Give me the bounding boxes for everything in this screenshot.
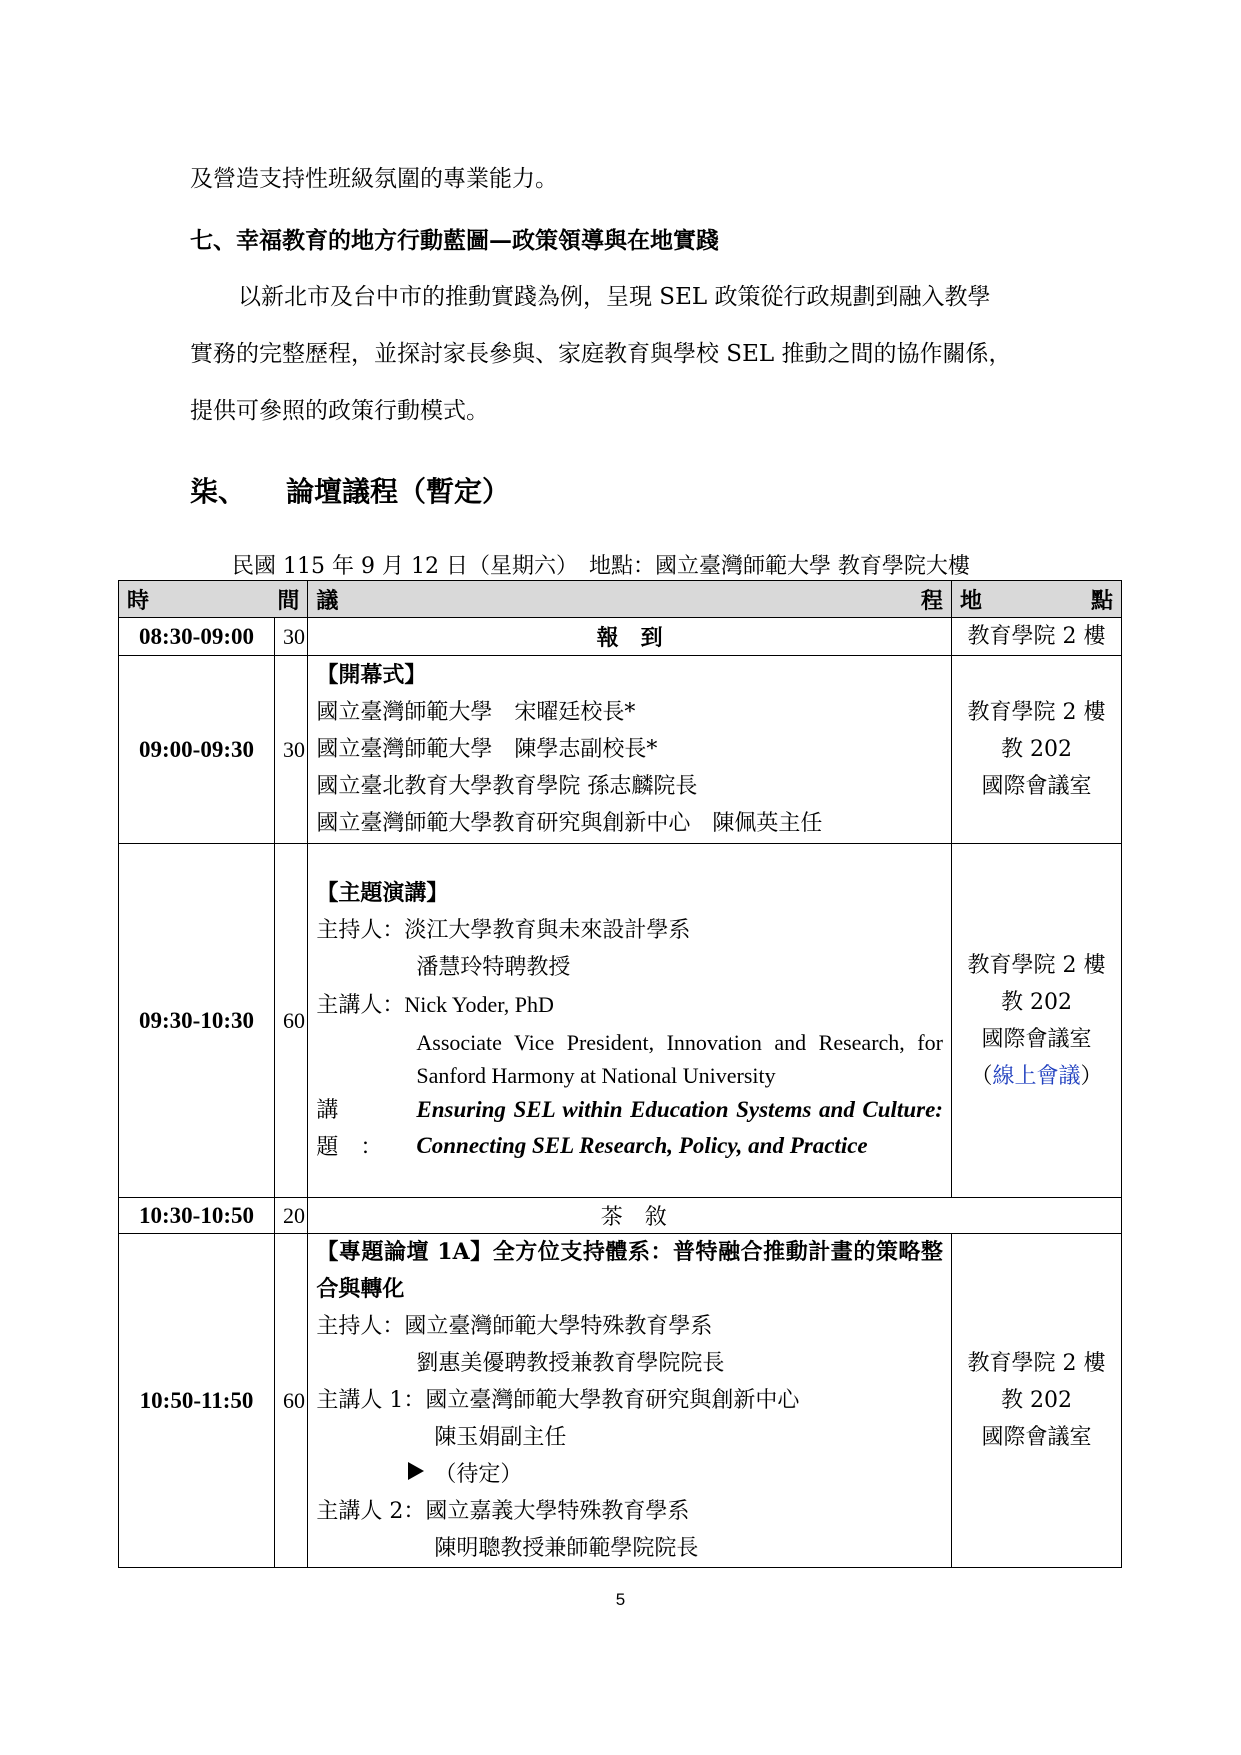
row-title: 報 到 [308, 618, 952, 656]
place-line: 教 202 [1000, 989, 1072, 1015]
row-place [951, 656, 1121, 844]
list-item: 國立臺北教育大學教育學院 孫志麟院長 [316, 774, 698, 799]
row-minutes: 20 [275, 1198, 308, 1234]
row-place [951, 1234, 1121, 1568]
table-row [119, 844, 1122, 1198]
place-line: 國際會議室 [981, 1026, 1092, 1052]
pending-line [316, 1456, 943, 1493]
speaker-name: 陳明聰教授兼師範學院院長 [434, 1536, 699, 1561]
header-program [308, 581, 952, 618]
row-title: 【專題論壇 1A】全方位支持體系：普特融合推動計畫的策略整合與轉化 [316, 1239, 943, 1302]
host-line [316, 912, 943, 949]
header-time-b: 間 [277, 587, 300, 614]
section-heading [190, 470, 510, 510]
row-program [308, 1234, 952, 1568]
speaker-affiliation: 國立臺灣師範大學教育研究與創新中心 [425, 1388, 800, 1413]
agenda-table [118, 580, 1122, 1568]
paragraph-line-3: 提供可參照的政策行動模式。 [190, 398, 489, 424]
speaker-name: Nick Yoder, PhD [404, 992, 554, 1017]
host-line [316, 1308, 943, 1345]
pending-text: （待定） [434, 1462, 523, 1487]
host-affiliation: 國立臺灣師範大學特殊教育學系 [404, 1314, 713, 1339]
place-line: 國際會議室 [981, 1425, 1092, 1450]
place-line: 教育學院 2 樓 [967, 952, 1106, 978]
table-row [119, 1234, 1122, 1568]
table-header-row [119, 581, 1122, 618]
page-number: 5 [615, 1590, 626, 1609]
header-place-b: 點 [1090, 587, 1113, 614]
header-time [119, 581, 308, 618]
play-triangle-icon [408, 1455, 424, 1492]
row-minutes: 60 [275, 844, 308, 1198]
paragraph-line-1: 以新北市及台中市的推動實踐為例，呈現 SEL 政策從行政規劃到融入教學 [238, 284, 991, 310]
online-note [960, 1058, 1113, 1095]
host-label: 主持人： [316, 918, 405, 943]
table-row [119, 656, 1122, 844]
speaker-label: 主講人 2： [316, 1499, 426, 1524]
header-program-a: 議 [316, 587, 339, 614]
table-row [119, 1198, 1122, 1234]
header-program-b: 程 [920, 587, 943, 614]
row-place [951, 844, 1121, 1198]
intro-line-1: 及營造支持性班級氛圍的專業能力。 [190, 166, 558, 192]
speaker-line [316, 1493, 943, 1530]
row-time: 10:50-11:50 [119, 1234, 275, 1568]
place-line: 教育學院 2 樓 [967, 700, 1106, 725]
online-meeting-link[interactable]: 線上會議 [992, 1063, 1081, 1089]
paragraph-line-2: 實務的完整歷程，並探討家長參與、家庭教育與學校 SEL 推動之間的協作關係， [190, 341, 1012, 367]
topic-line [316, 1092, 943, 1166]
place-line: 國際會議室 [981, 774, 1092, 799]
row-place: 教育學院 2 樓 [951, 618, 1121, 656]
row-program [308, 844, 952, 1198]
schedule-info: 民國 115 年 9 月 12 日（星期六） 地點：國立臺灣師範大學 教育學院大樓 [232, 554, 970, 579]
list-item: 國立臺灣師範大學教育研究與創新中心 陳佩英主任 [316, 811, 823, 836]
row-time: 10:30-10:50 [119, 1198, 275, 1234]
row-minutes: 30 [275, 656, 308, 844]
speaker-line [316, 986, 943, 1024]
place-line: 教 202 [1000, 737, 1072, 762]
row-time: 08:30-09:00 [119, 618, 275, 656]
speaker-affiliation: 國立嘉義大學特殊教育學系 [425, 1499, 690, 1524]
row-program [308, 656, 952, 844]
speaker-label: 主講人： [316, 993, 405, 1018]
online-open-paren: （ [970, 1063, 993, 1089]
host-label: 主持人： [316, 1314, 405, 1339]
row-minutes: 30 [275, 618, 308, 656]
online-close-paren: ） [1080, 1063, 1103, 1089]
list-item: 國立臺灣師範大學 宋曜廷校長* [316, 700, 636, 725]
speaker-label: 主講人 1： [316, 1388, 426, 1413]
header-time-a: 時 [127, 587, 150, 614]
host-name: 劉惠美優聘教授兼教育學院院長 [416, 1351, 725, 1376]
row-title: 【主題演講】 [316, 880, 449, 906]
section-title: 論壇議程（暫定） [286, 475, 511, 508]
header-place-a: 地 [959, 587, 982, 614]
row-time: 09:30-10:30 [119, 844, 275, 1198]
table-row [119, 618, 1122, 656]
section-number: 柒、 [190, 475, 247, 508]
heading-section-7: 七、幸福教育的地方行動藍圖—政策領導與在地實踐 [190, 227, 719, 254]
topic-label: 講 題 ： [316, 1098, 383, 1160]
place-line: 教 202 [1000, 1388, 1072, 1413]
header-place [951, 581, 1121, 618]
row-time: 09:00-09:30 [119, 656, 275, 844]
host-affiliation: 淡江大學教育與未來設計學系 [404, 918, 691, 943]
list-item: 國立臺灣師範大學 陳學志副校長* [316, 737, 658, 762]
host-name: 潘慧玲特聘教授 [416, 955, 571, 980]
topic-text: Ensuring SEL within Education Systems and Culture: Connecting SEL Research, Policy, and Practice [416, 1097, 943, 1158]
speaker-line [316, 1382, 943, 1419]
row-title: 茶 敘 [308, 1198, 1122, 1234]
speaker-name: 陳玉娟副主任 [434, 1425, 567, 1450]
row-minutes: 60 [275, 1234, 308, 1568]
speaker-title: Associate Vice President, Innovation and Research, for Sanford Harmony at National University [416, 1030, 943, 1088]
row-title: 【開幕式】 [316, 662, 427, 688]
place-line: 教育學院 2 樓 [967, 1351, 1106, 1376]
